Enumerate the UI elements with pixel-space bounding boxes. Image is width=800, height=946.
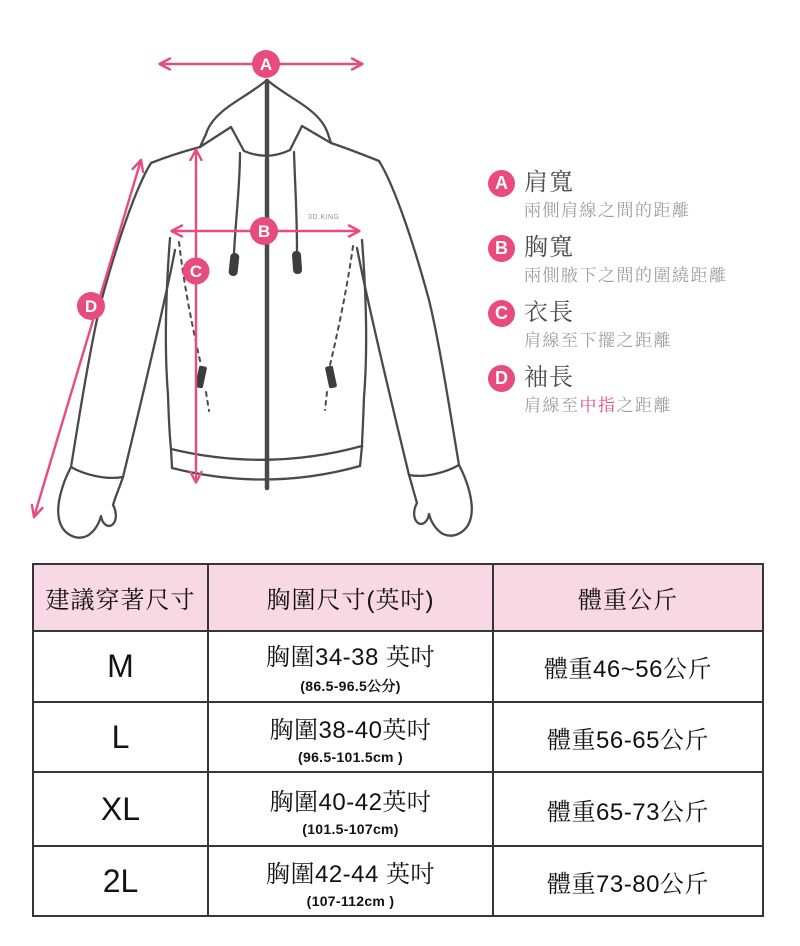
chest-cm-l: (96.5-101.5cm ) (298, 748, 403, 765)
legend-title-b: 胸寬 (524, 233, 574, 261)
chest-cell-m (208, 631, 493, 702)
legend-item-sleeve-length (488, 364, 788, 416)
chest-inches-l: 胸圍38-40英吋 (269, 716, 432, 744)
table-row-xl (33, 772, 763, 846)
legend-desc-d (524, 396, 672, 416)
pocket-pull-right (325, 365, 337, 388)
legend-desc-c: 肩線至下擺之距離 (524, 330, 672, 350)
marker-d-letter: D (84, 297, 98, 316)
weight-cell-xl: 體重65-73公斤 (493, 772, 763, 846)
header-suggested-size: 建議穿著尺寸 (33, 564, 208, 631)
legend-desc-d-highlight: 中指 (579, 395, 617, 415)
size-cell-m: M (33, 631, 208, 702)
chest-cell-2l (208, 846, 493, 916)
legend-text-d (524, 364, 672, 416)
legend-desc-a: 兩側肩線之間的距離 (524, 200, 691, 220)
jacket-measurement-diagram (0, 0, 480, 560)
jacket-outline (58, 80, 472, 538)
pocket-seam-left-lower (206, 392, 209, 411)
legend-badge-d: D (488, 365, 515, 392)
legend-item-shoulder-width (488, 169, 788, 221)
drawstring-right (294, 152, 297, 251)
chest-cm-m: (86.5-96.5公分) (300, 678, 401, 694)
marker-b-letter: B (257, 222, 271, 241)
pocket-seam-right (330, 246, 353, 365)
legend-text-c (524, 299, 672, 351)
hood-left-edge (200, 80, 267, 147)
marker-c-letter: C (189, 262, 203, 281)
hem-right-connector (360, 446, 362, 466)
size-recommendation-table (32, 563, 764, 917)
size-cell-l: L (33, 702, 208, 772)
table-row-m (33, 631, 763, 702)
legend-desc-d-prefix: 肩線至 (524, 395, 580, 415)
weight-cell-2l: 體重73-80公斤 (493, 846, 763, 916)
chest-inches-2l: 胸圍42-44 英吋 (265, 860, 436, 888)
chest-inches-m: 胸圍34-38 英吋 (265, 644, 436, 671)
weight-cell-m: 體重46~56公斤 (493, 631, 763, 702)
header-chest-size: 胸圍尺寸(英吋) (208, 564, 493, 631)
legend-text-a (524, 169, 691, 221)
legend-title-d: 袖長 (524, 363, 574, 391)
drawstring-left (234, 153, 240, 253)
drawstring-toggle-left (228, 253, 239, 277)
legend-text-b (524, 234, 728, 286)
legend-title-a: 肩寬 (524, 169, 574, 196)
legend-badge-a: A (488, 170, 515, 197)
header-weight: 體重公斤 (493, 564, 763, 631)
size-cell-2l: 2L (33, 846, 208, 916)
chest-inches-xl: 胸圍40-42英吋 (269, 788, 432, 816)
legend-badge-c: C (488, 300, 515, 327)
table-header-row (33, 564, 763, 631)
arrow-d-line (34, 160, 141, 517)
legend-badge-b: B (488, 235, 515, 262)
shoulder-right (331, 143, 379, 161)
legend-item-chest-width (488, 234, 788, 286)
pocket-seam-right-lower (325, 392, 327, 410)
legend-desc-b: 兩側腋下之間的圍繞距離 (524, 265, 728, 285)
cuff-line-left (71, 467, 123, 478)
chest-cm-xl: (101.5-107cm) (302, 820, 399, 837)
legend-item-garment-length (488, 299, 788, 351)
table-row-l (33, 702, 763, 772)
table-row-2l (33, 846, 763, 916)
measurement-legend (488, 169, 788, 429)
hood-gusset-right (290, 126, 331, 150)
drawstring-toggle-right (292, 251, 303, 275)
legend-desc-d-suffix: 之距離 (616, 395, 672, 415)
chest-cell-xl (208, 772, 493, 846)
hem-left-connector (171, 449, 172, 468)
size-cell-xl: XL (33, 772, 208, 846)
sleeve-right-outer (379, 161, 459, 465)
legend-title-c: 衣長 (524, 298, 574, 326)
measurement-arrows (32, 59, 363, 518)
brand-text: 3D.KING (308, 214, 340, 221)
weight-cell-l: 體重56-65公斤 (493, 702, 763, 772)
cuff-line-right (409, 465, 459, 476)
chest-cell-l (208, 702, 493, 772)
chest-cm-2l: (107-112cm ) (306, 892, 395, 909)
marker-a-letter: A (259, 55, 273, 74)
